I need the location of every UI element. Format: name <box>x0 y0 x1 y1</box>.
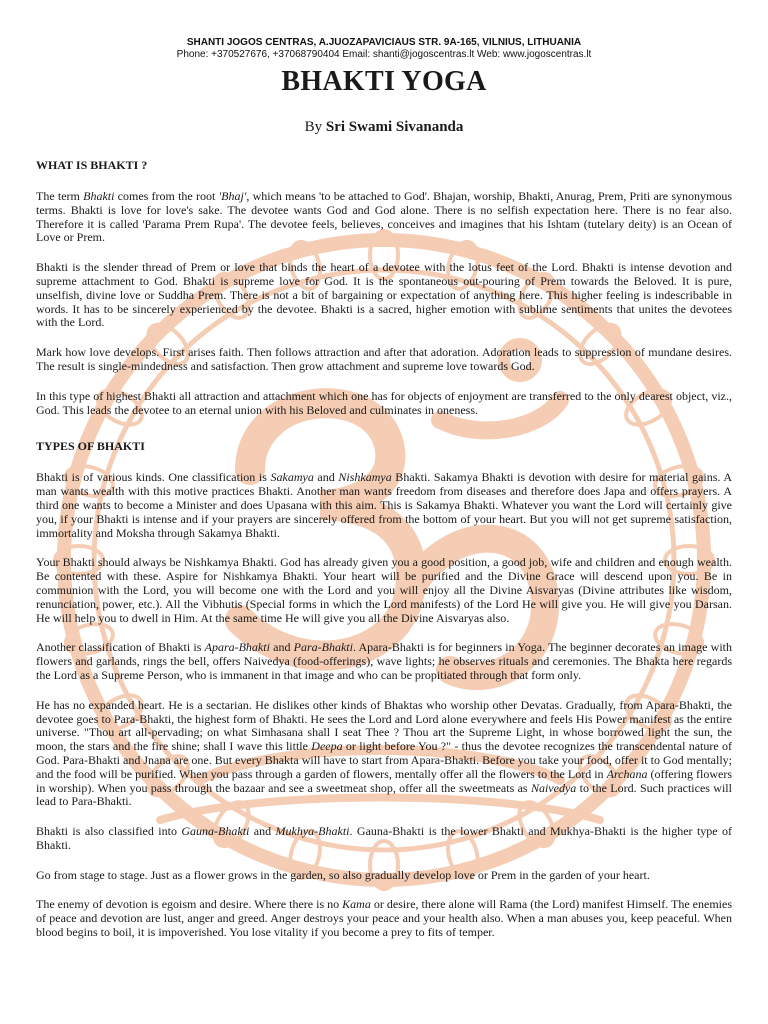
body-paragraph <box>36 699 732 809</box>
author-name: Sri Swami Sivananda <box>325 119 464 135</box>
byline-prefix: By <box>304 119 326 135</box>
text-run: and <box>249 824 276 839</box>
body-paragraph <box>36 261 732 330</box>
text-run: , which means 'to be attached to God'. Bhajan, worship, Bhakti, Anurag, Prem, Priti are synonymous terms. Bhakti is love for love's sake. The devotee wants God and God alone. There is no selfish expectation here. There is no fear also. Therefore it is called 'Parama Prem Rupa'. The devotee feels, believes, conceives and imagines that his Ishtam (tutelary deity) is an Ocean of Love or Prem. <box>36 189 732 245</box>
section-heading: TYPES OF BHAKTI <box>36 439 145 454</box>
text-run: . Gauna-Bhakti is the lower Bhakti and Mukhya-Bhakti is the higher type of Bhakti. <box>36 824 733 852</box>
body-paragraph <box>36 190 732 245</box>
body-paragraph <box>36 641 732 682</box>
text-run: Bhakti is of various kinds. One classification is <box>36 470 271 485</box>
text-run: Bhakti is the slender thread of Prem or love that binds the heart of a devotee with the lotus feet of the Lord. Bhakti is intense devotion and supreme attachment to God. Bhakti is supreme love for God. It is the spontaneous out-pouring of Prem towards the Beloved. It is pure, unselfish, divine love or Suddha Prem. There is not a bit of bargaining or expectation of anything here. This higher feeling is indescribable in words. It has to be sincerely experienced by the devotee. Bhakti is a sacred, higher emotion with sublime sentiments that unites the devotees with the Lord. <box>36 260 732 330</box>
text-run: Bhakti. Sakamya Bhakti is devotion with desire for material gains. A man wants wealth with this motive practices Bhakti. Another man wants freedom from diseases and therefore does Japa and offers prayers. A third one wants to become a Minister and does Upasana with this aim. This is Sakamya Bhakti. Whatever you want the Lord will certainly give you, if your Bhakti is intense and if your prayers are sincerely offered from the bottom of your heart. But you will not get supreme satisfaction, immortality and Moksha through Sakamya Bhakti. <box>36 470 732 540</box>
body-paragraph <box>36 556 732 625</box>
document-title: BHAKTI YOGA <box>281 66 487 97</box>
body-paragraph <box>36 869 732 883</box>
text-run: (offering flowers in worship). When you pass through the bazaar and see a sweetmeat shop, offer all the sweetmeats as <box>36 766 732 795</box>
org-address: SHANTI JOGOS CENTRAS, A.JUOZAPAVICIAUS STR. 9A-165, VILNIUS, LITHUANIA <box>186 37 582 48</box>
italic-term: Naivedya <box>530 780 577 795</box>
body-paragraph <box>36 390 732 418</box>
text-run: The enemy of devotion is egoism and desire. Where there is no <box>36 897 343 912</box>
section-heading: WHAT IS BHAKTI ? <box>36 158 148 172</box>
text-run: Your Bhakti should always be Nishkamya Bhakti. God has already given you a good position, a good job, wife and children and enough wealth. Be contented with these. Aspire for Nishkamya Bhakti. Your heart will be purified and the Divine Grace will descend upon you. Be in communion with the Lord, you will become one with the Lord and you will enjoy all the Divine Aisvaryas (Divine attributes like wisdom, renunciation, power, etc.). All the Vibhutis (Special forms in which the Lord manifests) of the Lord He will give you. He will give you Darsan. He will help you to dwell in Him. At the same time He will give you all the Divine Aisvaryas also. <box>36 555 732 625</box>
body-paragraph <box>36 471 732 540</box>
contact-info: Phone: +370527676, +37068790404 Email: shanti@jogoscentras.lt Web: www.jogoscentras.lt <box>176 49 592 60</box>
text-run: to the Lord. Such practices will lead to Para-Bhakti. <box>36 780 732 809</box>
italic-term: Para-Bhakti <box>293 640 353 655</box>
text-run: Another classification of Bhakti is <box>36 640 205 655</box>
article-body <box>36 158 732 940</box>
italic-term: Kama <box>342 897 371 912</box>
italic-term: Apara-Bhakti <box>204 640 270 655</box>
text-run: or light before You ?" - thus the devotee recognizes the transcendental nature of God. Para-Bhakti and Jnana are one. But every Bhakta will have to start from Apara-Bhakti. Before you take your food, offer it to God mentally; and the food will be purified. When you pass through a garden of flowers, mentally offer all the flowers to the Lord in <box>36 739 732 781</box>
text-run: The term <box>36 189 84 203</box>
italic-term: Deepa <box>311 739 343 754</box>
italic-term: Mukhya-Bhakti <box>275 824 350 839</box>
letterhead <box>36 0 732 61</box>
text-run: Bhakti is also classified into <box>36 824 182 839</box>
body-paragraph <box>36 825 732 853</box>
italic-term: 'Bhaj' <box>218 189 247 203</box>
italic-term: Sakamya <box>270 470 314 485</box>
italic-term: Archana <box>606 766 648 781</box>
italic-term: Nishkamya <box>338 470 392 485</box>
text-run: Go from stage to stage. Just as a flower grows in the garden, so also gradually develop love or Prem in the garden of your heart. <box>36 867 650 882</box>
body-paragraph <box>36 346 732 374</box>
italic-term: Gauna-Bhakti <box>181 824 250 839</box>
text-run: and <box>269 640 294 655</box>
text-run: or desire, there alone will Rama (the Lord) manifest Himself. The enemies of peace and devotion are lust, anger and greed. Anger destroys your peace and your health also. When a man abuses you, keep peaceful. When blood begins to boil, it is impoverished. You lose vitality if you become a prey to fits of temper. <box>36 897 732 940</box>
text-run: In this type of highest Bhakti all attraction and attachment which one has for objects of enjoyment are transferred to the only dearest object, viz., God. This leads the devotee to an eternal union with his Beloved and culminates in oneness. <box>36 388 732 417</box>
body-paragraph <box>36 898 732 939</box>
italic-term: Bhakti <box>83 189 115 203</box>
text-run: comes from the root <box>114 189 219 203</box>
text-run: and <box>313 470 339 485</box>
text-run: He has no expanded heart. He is a sectarian. He dislikes other kinds of Bhaktas who worship other Devatas. Gradually, from Apara-Bhakti, the devotee goes to Para-Bhakti, the highest form of Bhakti. He sees the Lord and Lord alone everywhere and feels His Power manifest as the entire universe. "Thou art all-pervading; on what Simhasana shall I seat Thee ? Thou art the Supreme Light, in whose borrowed light the sun, the moon, the stars and the fire shine; shall I wave this little <box>36 697 732 754</box>
byline <box>36 118 732 136</box>
text-run: . Apara-Bhakti is for beginners in Yoga. The beginner decorates an image with flowers and garlands, rings the bell, offers Naivedya (food-offerings), wave lights; he observes rituals and ceremonies. The Bhakta here regards the Lord as a Supreme Person, who is immanent in that image and who can be propitiated through that form only. <box>36 640 732 682</box>
text-run: Mark how love develops. First arises faith. Then follows attraction and after that adoration. Adoration leads to suppression of mundane desires. The result is single-mindedness and satisfaction. Then grow attachment and supreme love towards God. <box>36 345 732 373</box>
